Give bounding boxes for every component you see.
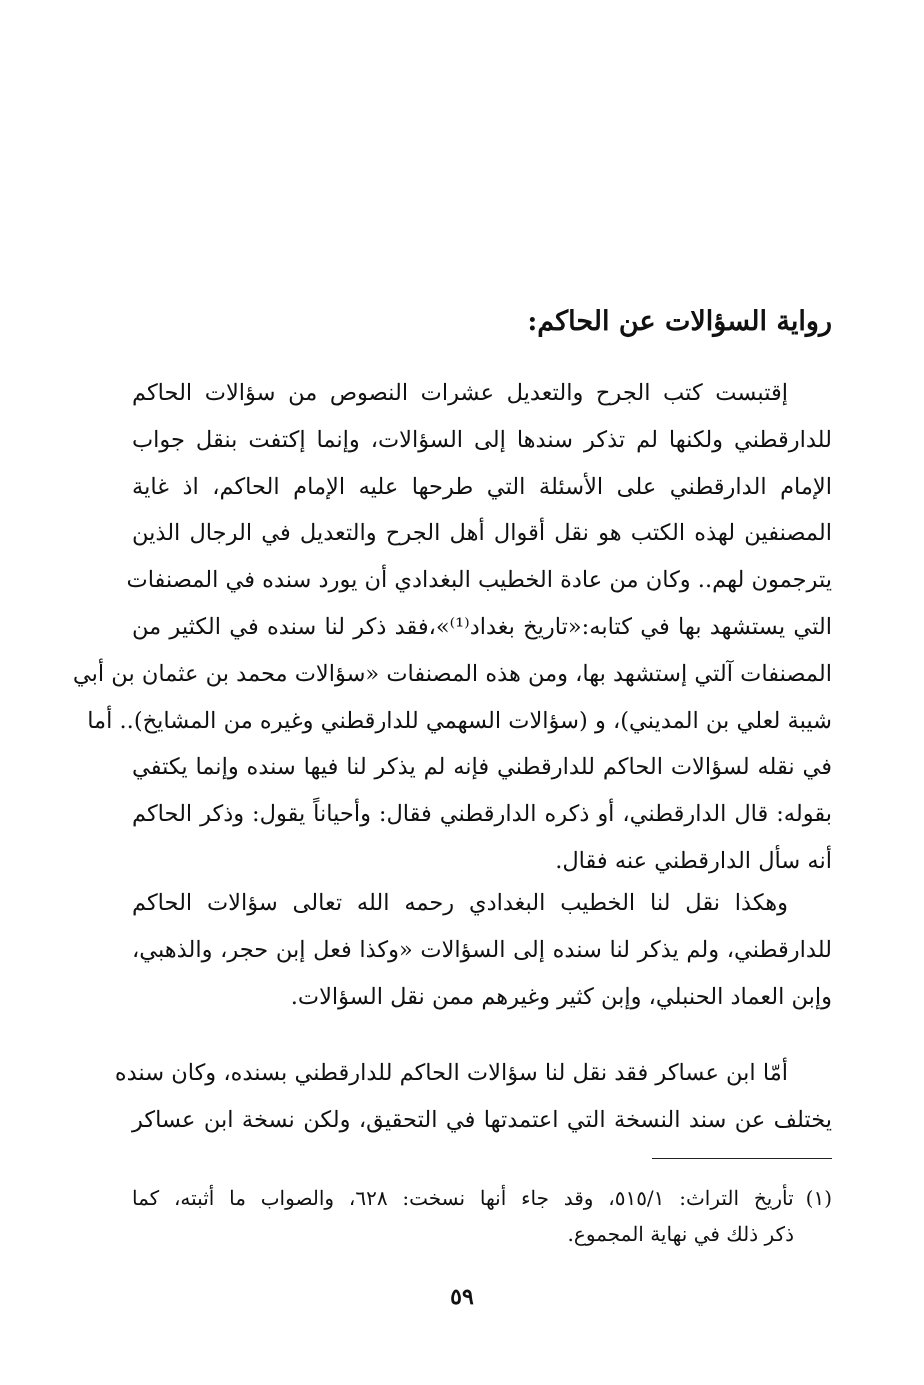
text-line: إقتبست كتب الجرح والتعديل عشرات النصوص من سؤالات الحاكم (132, 380, 788, 406)
text-line: المصنفات آلتي إستشهد بها، ومن هذه المصنفات «سؤالات محمد بن عثمان بن أبي (72, 660, 832, 687)
text-line: التي يستشهد بها في كتابه:«تاريخ بغداد⁽¹⁾»،فقد ذكر لنا سنده في الكثير من (132, 613, 832, 640)
text-line: يترجمون لهم.. وكان من عادة الخطيب البغدادي أن يورد سنده في المصنفات (126, 567, 832, 594)
paragraph-1 (72, 370, 832, 885)
text-line: للدارقطني، ولم يذكر لنا سنده إلى السؤالات «وكذا فعل إبن حجر، والذهبي، (132, 936, 832, 963)
footnote-line: ذكر ذلك في نهاية المجموع. (567, 1222, 794, 1246)
footnote-line (132, 1180, 832, 1216)
page-number: ٥٩ (450, 1284, 474, 1310)
text-line: وإبن العماد الحنبلي، وإبن كثير وغيرهم ممن نقل السؤالات. (290, 983, 832, 1010)
footnote-marker: (١) (805, 1186, 833, 1210)
footnote (132, 1180, 832, 1252)
text-line: يختلف عن سند النسخة التي اعتمدتها في التحقيق، ولكن نسخة ابن عساكر (132, 1106, 832, 1133)
text-line: أمّا ابن عساكر فقد نقل لنا سؤالات الحاكم للدارقطني بسنده، وكان سنده (114, 1060, 788, 1086)
text-line: بقوله: قال الدارقطني، أو ذكره الدارقطني فقال: وأحياناً يقول: وذكر الحاكم (132, 801, 832, 828)
text-line: شيبة لعلي بن المديني)، و (سؤالات السهمي للدارقطني وغيره من المشايخ).. أما (87, 707, 832, 734)
paragraph-2 (132, 880, 832, 1020)
text-line: وهكذا نقل لنا الخطيب البغدادي رحمه الله تعالى سؤالات الحاكم (132, 890, 788, 916)
paragraph-3 (114, 1050, 832, 1144)
text-line: المصنفين لهذه الكتب هو نقل أقوال أهل الجرح والتعديل في الرجال الذين (132, 520, 832, 547)
text-line: الإمام الدارقطني على الأسئلة التي طرحها عليه الإمام الحاكم، اذ غاية (132, 473, 832, 500)
footnote-divider (652, 1158, 832, 1159)
text-line: للدارقطني ولكنها لم تذكر سندها إلى السؤالات، وإنما إكتفت بنقل جواب (132, 426, 832, 453)
text-line: أنه سأل الدارقطني عنه فقال. (555, 847, 832, 874)
text-line: في نقله لسؤالات الحاكم للدارقطني فإنه لم يذكر لنا فيها سنده وإنما يكتفي (132, 754, 832, 781)
footnote-text: تأريخ التراث: ٥١٥/١، وقد جاء أنها نسخت: ٦٢٨، والصواب ما أثبته، كما (132, 1186, 794, 1210)
section-heading: رواية السؤالات عن الحاكم: (527, 306, 832, 337)
